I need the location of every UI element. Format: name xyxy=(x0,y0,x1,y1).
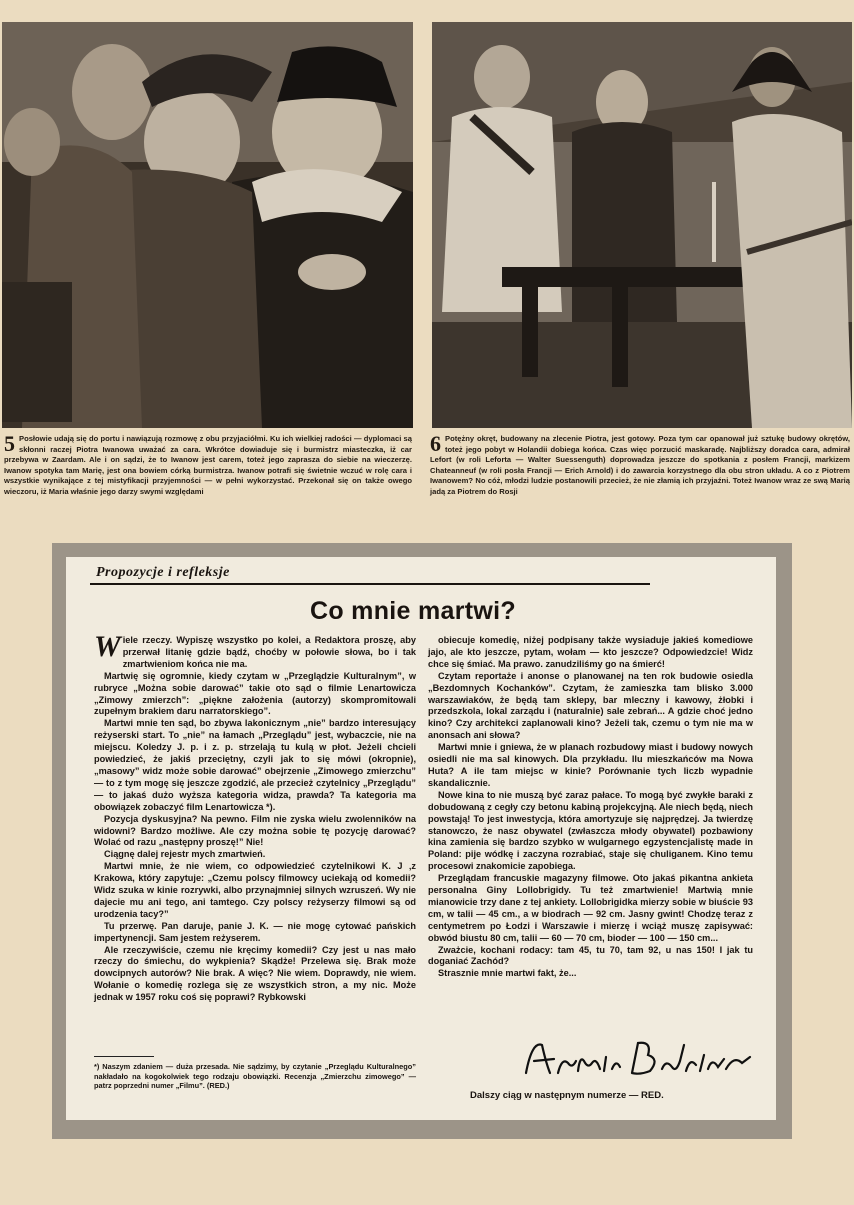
article-paragraph xyxy=(94,945,416,1005)
article-paragraph xyxy=(94,718,416,813)
paragraph-text: Ciągnę dalej rejestr mych zmartwień. xyxy=(104,849,266,860)
article-paragraph xyxy=(428,790,753,873)
paragraph-text: Martwię się ogromnie, kiedy czytam w „Przeglądzie Kulturalnym”, w rubryce „Można sobie darować” takie oto sąd o filmie Lenartowicza „Zimowy zmierzch”: „piękne założenia (autorzy) skompromitowali zupełnym brakiem daru narratorskiego”. xyxy=(94,670,416,717)
article-paragraph xyxy=(94,630,416,671)
author-signature xyxy=(520,1033,756,1083)
paragraph-text: Przeglądam francuskie magazyny filmowe. Oto jakaś pikantna ankieta personalna Giny Lollobrigidy. Tu też zmartwienie! Martwią mnie mianowicie trzy dane z tej ankiety. Lollobrigidka mierzy sobie w biuście 93 cm, w talii — 45 cm., a w biodrach — 92 cm. Jasny gwint! Chodzę teraz z centymetrem po Łodzi i Warszawie i mierzę i wciąż muszę zapisywać: obwód biustu 80 cm, talii — 60 — 70 cm, bioder — 100 — 150 cm... xyxy=(428,873,753,943)
article-column-left xyxy=(94,630,416,1004)
caption-text: Potężny okręt, budowany na zlecenie Piotra, jest gotowy. Poza tym car opanował już sztukę budowy okrętów, toteż jego pobyt w Holandii dobiega końca. Czas więc porzucić maskaradę. Najbliższy doradca cara, admirał Lefort (w roli Leforta — Walter Suessenguth) doprowadza jeszcze do spotkania z posłem Francji, markizem Chateanneuf (w roli posła Francji — Erich Arnold) i do zawarcia korzystnego dla obu stron układu. A co z Piotrem Iwanowem? No cóż, młodzi ludzie postanowili przecież, że nie złamią ich przyjaźni. Toteż Iwanow wraz ze swą Marią jadą za Piotrem do Rosji xyxy=(430,434,850,496)
paragraph-text: Strasznie mnie martwi fakt, że... xyxy=(438,968,577,979)
film-still-6-image xyxy=(432,22,852,428)
film-still-6 xyxy=(432,22,852,428)
film-still-5 xyxy=(2,22,413,428)
caption-number: 5 xyxy=(4,431,15,456)
paragraph-text: iele rzeczy. Wypiszę wszystko po kolei, a Redaktora proszę, aby przerwał litanię gdzie bądź, choćby w połowie słowa, bo i tak zmartwieniom końca nie ma. xyxy=(122,635,416,669)
article-paragraph xyxy=(428,742,753,790)
paragraph-text: Zważcie, kochani rodacy: tam 45, tu 70, tam 92, u nas 150! I jak tu doganiać Zachód? xyxy=(428,944,753,967)
article-paragraph xyxy=(428,671,753,742)
article-column-right xyxy=(428,635,753,980)
article-paragraph xyxy=(94,814,416,850)
article-paragraph xyxy=(94,671,416,719)
drop-cap: W xyxy=(94,630,121,663)
article-paragraph xyxy=(428,635,753,671)
photo-caption-5 xyxy=(4,431,412,498)
paragraph-text: Martwi mnie ten sąd, bo zbywa lakonicznym „nie” bardzo interesujący reżyserski start. To „nie” na łamach „Przeglądu” jest, wybaczcie, nie na miejscu. Koledzy J. p. i z. p. strzelają tu kulą w płot. Jeżeli chcieli powiedzieć, że jakiś przeciętny, czyli jak to się mówi (okropnie), „masowy” widz może sobie darować” obejrzenie „Zimowego zmierzchu” — to z tym mogę się jeszcze zgodzić, ale przecież czytelnicy „Przeglądu” — to jakaś dużo wyższa kategoria widza, prawda? Ta kategoria ma obowiązek zobaczyć film Lenartowicza *). xyxy=(94,718,416,812)
footnote-rule xyxy=(94,1056,154,1057)
article-paragraph xyxy=(94,921,416,945)
caption-text: Posłowie udają się do portu i nawiązują rozmowę z obu przyjaciółmi. Ku ich wielkiej radości — dyplomaci są skłonni raczej Piotra Iwanowa uważać za cara. Wkrótce dowiaduje się i burmistrz miasteczka, iż car przebywa w Zaardam. Ale i on sądzi, że to Iwanow jest carem, toteż jego zaprasza do siebie na wieczerzę. Iwanow spotyka tam Marię, jest ona bowiem córką burmistrza. Iwanow potrafi się świetnie wczuć w rolę cara i wszystkie wynikające z tej mistyfikacji przyjemności — w pełni wykorzystać. Przekonał się on także owego wieczoru, iż Maria właśnie jego darzy swymi względami xyxy=(4,434,412,496)
article-paragraph xyxy=(428,968,753,980)
paragraph-text: Czytam reportaże i anonse o planowanej na ten rok budowie osiedla „Bezdomnych Kochanków”. Czytam, że zamieszka tam blisko 3.000 warszawiaków, że będą tam sklepy, bar mleczny i kawowy, żłobki i przedszkola, lokal zarządu i (naturalnie) sale zebrań... A gdzie choć jedno kino? Czy architekci zaplanowali kino? Jeżeli tak, czemu o tym nie ma w anonsach ani słowa? xyxy=(428,670,753,741)
paragraph-text: Nowe kina to nie muszą być zaraz pałace. To mogą być zwykłe baraki z dobudowaną z cegły czy betonu kabiną projekcyjną. Ale niech będą, niech powstają! To jest inwestycja, która amortyzuje się najprędzej. Ja twierdzę stanowczo, że nasz obywatel (zwłaszcza młody obywatel) pozbawiony kina zamienia się bardzo szybko w wulgarnego egzystencjalistę made in Poland: pije wódkę i zaczyna rozrabiać, staje się chuliganem. Kino temu procesowi znakomicie zapobiega. xyxy=(428,789,753,872)
article-paragraph xyxy=(94,861,416,921)
paragraph-text: Ale rzeczywiście, czemu nie kręcimy komedii? Czy jest u nas mało rzeczy do śmiechu, do wykpienia? Skądże! Przelewa się. Brak może dowcipnych autorów? Nie brak. A więc? Nie wiem. Doprawdy, nie wiem. Wołanie o komedię rozlega się ze wszystkich stron, a my nic. Może jednak w 1957 roku coś się poprawi? Rybkowski xyxy=(94,944,416,1003)
paragraph-text: obiecuje komedię, niżej podpisany także wysiaduje jakieś komediowe jajo, ale kto jeszcze, pytam, wołam — kto jeszcze? Odpowiedzcie! Widz chce się śmiać. Ma prawo. zanudziliśmy go na śmierć! xyxy=(428,635,753,669)
paragraph-text: Martwi mnie i gniewa, że w planach rozbudowy miast i budowy nowych osiedli nie ma sal kinowych. Dla przykładu. Ilu mieszkańców ma Nowa Huta? A ile tam miejsc w kinie? Porównanie tych liczb wypadnie skandalicznie. xyxy=(428,742,753,788)
kicker-rule xyxy=(90,583,650,585)
continued-note: Dalszy ciąg w następnym numerze — RED. xyxy=(470,1090,664,1101)
article-headline: Co mnie martwi? xyxy=(310,597,516,625)
paragraph-text: Martwi mnie, że nie wiem, co odpowiedzieć czytelnikowi K. J ‚z Krakowa, który zapytuje: „Czemu polscy filmowcy uciekają od komedii? Widz szuka w kinie rozrywki, albo przynajmniej silnych wzruszeń. Wy nie dajecie mu ani tego, ani tamtego. Czy polscy reżyserzy filmowi są od urodzenia tacy?” xyxy=(94,861,416,919)
article-paragraph xyxy=(428,873,753,944)
article-paragraph xyxy=(94,849,416,861)
paragraph-text: Pozycja dyskusyjna? Na pewno. Film nie zyska wielu zwolenników na widowni? Bardzo możliwe. Ale czy można sobie tę pozycję darować? Wolać od razu „następny proszę!” Nie! xyxy=(94,813,416,848)
film-still-5-image xyxy=(2,22,413,428)
photo-caption-6 xyxy=(430,431,850,498)
footnote: *) Naszym zdaniem — duża przesada. Nie sądzimy, by czytanie „Przeglądu Kulturalnego” nakładało na kogokolwiek tego rodzaju obowiązki. Recenzja „Zmierzchu zimowego” — patrz poprzedni numer „Filmu”. (RED.) xyxy=(94,1062,416,1091)
caption-number: 6 xyxy=(430,431,441,456)
column-kicker: Propozycje i refleksje xyxy=(96,565,230,580)
paragraph-text: Tu przerwę. Pan daruje, panie J. K. — nie mogę cytować pańskich impertynencji. Sam jestem reżyserem. xyxy=(94,920,416,943)
article-paragraph xyxy=(428,945,753,969)
